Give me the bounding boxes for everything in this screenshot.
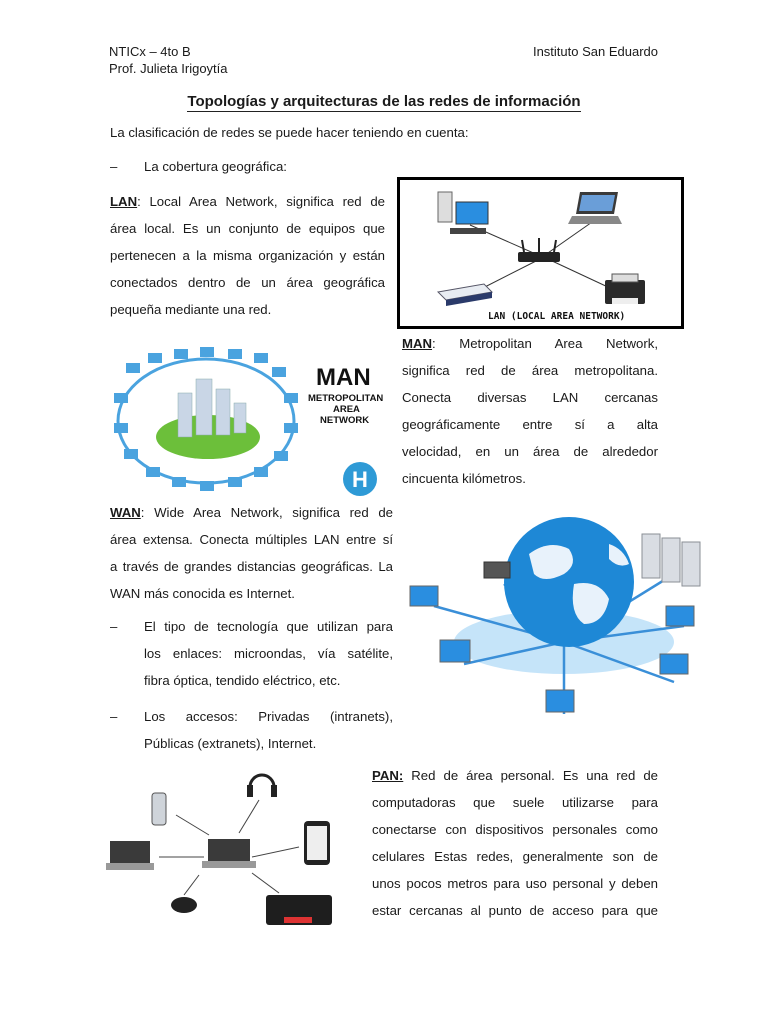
printer-icon bbox=[266, 895, 332, 925]
router-icon bbox=[518, 238, 560, 262]
man-line: cincuenta kilómetros. bbox=[402, 471, 526, 486]
lan-line: pequeña mediante una red. bbox=[110, 302, 272, 317]
man-line: geográficamente entre sí a alta bbox=[402, 417, 658, 432]
bullet-line: fibra óptica, tendido eléctrico, etc. bbox=[144, 673, 341, 688]
lan-term: LAN bbox=[110, 194, 138, 209]
pan-term: PAN: bbox=[372, 768, 404, 783]
smartphone-icon bbox=[304, 821, 330, 865]
wan-line: : Wide Area Network, significa red de bbox=[140, 505, 393, 520]
man-line: velocidad, en un área de alrededor bbox=[402, 444, 658, 459]
bullet-line: los enlaces: microondas, vía satélite, bbox=[144, 646, 393, 661]
lan-line: área local. Es un conjunto de equipos que bbox=[110, 221, 385, 236]
wan-line: área extensa. Conecta múltiples LAN entre sí bbox=[110, 532, 393, 547]
man-figure-logo: H bbox=[352, 467, 368, 492]
man-line: : Metropolitan Area Network, bbox=[432, 336, 658, 351]
laptop-icon bbox=[106, 841, 154, 870]
laptop-icon bbox=[202, 839, 256, 868]
pan-line: unos pocos metros para uso personal y deben bbox=[372, 876, 658, 891]
wan-line: WAN más conocida es Internet. bbox=[110, 586, 295, 601]
bullet-dash: – bbox=[110, 619, 118, 634]
header-teacher: Prof. Julieta Irigoytía bbox=[109, 61, 228, 76]
pan-line: celulares Estas redes, generalmente son de bbox=[372, 849, 658, 864]
man-figure-sub: METROPOLITAN bbox=[308, 393, 384, 404]
man-line: Conecta diversas LAN cercanas bbox=[402, 390, 658, 405]
globe-icon bbox=[504, 517, 634, 647]
bullet-line: Los accesos: Privadas (intranets), bbox=[144, 709, 393, 724]
wan-paragraph bbox=[110, 499, 393, 607]
bullet-line: Públicas (extranets), Internet. bbox=[144, 736, 317, 751]
desktop-computer-icon bbox=[438, 192, 488, 234]
pan-diagram-svg bbox=[104, 765, 334, 930]
man-term: MAN bbox=[402, 336, 433, 351]
wan-diagram bbox=[404, 514, 722, 752]
man-paragraph bbox=[402, 330, 658, 492]
man-figure-sub: NETWORK bbox=[320, 415, 370, 426]
bullet-technology bbox=[144, 613, 393, 694]
lan-line: conectados dentro de un área geográfica bbox=[110, 275, 385, 290]
man-figure-sub: AREA bbox=[333, 404, 360, 415]
bullet-line: El tipo de tecnología que utilizan para bbox=[144, 619, 393, 634]
pan-line: conectarse con dispositivos personales como bbox=[372, 822, 658, 837]
page-title bbox=[0, 93, 768, 110]
man-line: significa red de área metropolitana. bbox=[402, 363, 658, 378]
bullet-dash: – bbox=[110, 159, 118, 174]
bullet-access bbox=[144, 703, 393, 757]
scanner-icon bbox=[438, 284, 492, 306]
man-figure-title: MAN bbox=[316, 364, 371, 391]
pan-line: Red de área personal. Es una red de bbox=[403, 768, 658, 783]
wan-diagram-svg bbox=[404, 514, 722, 752]
intro-text: La clasificación de redes se puede hacer teniendo en cuenta: bbox=[110, 125, 469, 140]
header-school: Instituto San Eduardo bbox=[532, 44, 658, 59]
lan-diagram bbox=[397, 177, 684, 329]
city-buildings-icon bbox=[178, 379, 246, 437]
server-rack-icon bbox=[642, 534, 700, 586]
mouse-icon bbox=[171, 897, 197, 913]
bullet-dash: – bbox=[110, 709, 118, 724]
page-title-text: Topologías y arquitecturas de las redes de información bbox=[187, 93, 581, 110]
man-diagram bbox=[108, 345, 390, 498]
pan-paragraph bbox=[372, 762, 658, 924]
headset-icon bbox=[247, 775, 277, 797]
wan-line: a través de grandes distancias geográficas. La bbox=[110, 559, 393, 574]
bullet-geographic: La cobertura geográfica: bbox=[144, 159, 287, 174]
lan-diagram-svg bbox=[400, 180, 681, 326]
lan-paragraph bbox=[110, 188, 385, 323]
laptop-icon bbox=[568, 192, 622, 224]
wan-term: WAN bbox=[110, 505, 141, 520]
header-course: NTICx – 4to B bbox=[109, 44, 191, 59]
pan-line: estar cercanas al punto de acceso para que bbox=[372, 903, 658, 918]
cordless-phone-icon bbox=[152, 793, 166, 825]
pan-line: computadoras que suele utilizarse para bbox=[372, 795, 658, 810]
lan-figure-label: LAN (LOCAL AREA NETWORK) bbox=[488, 311, 626, 322]
printer-icon bbox=[605, 274, 645, 304]
lan-line: : Local Area Network, significa red de bbox=[137, 194, 385, 209]
pan-diagram bbox=[104, 765, 334, 930]
man-diagram-svg bbox=[108, 345, 390, 498]
lan-line: pertenecen a la misma organización y están bbox=[110, 248, 385, 263]
